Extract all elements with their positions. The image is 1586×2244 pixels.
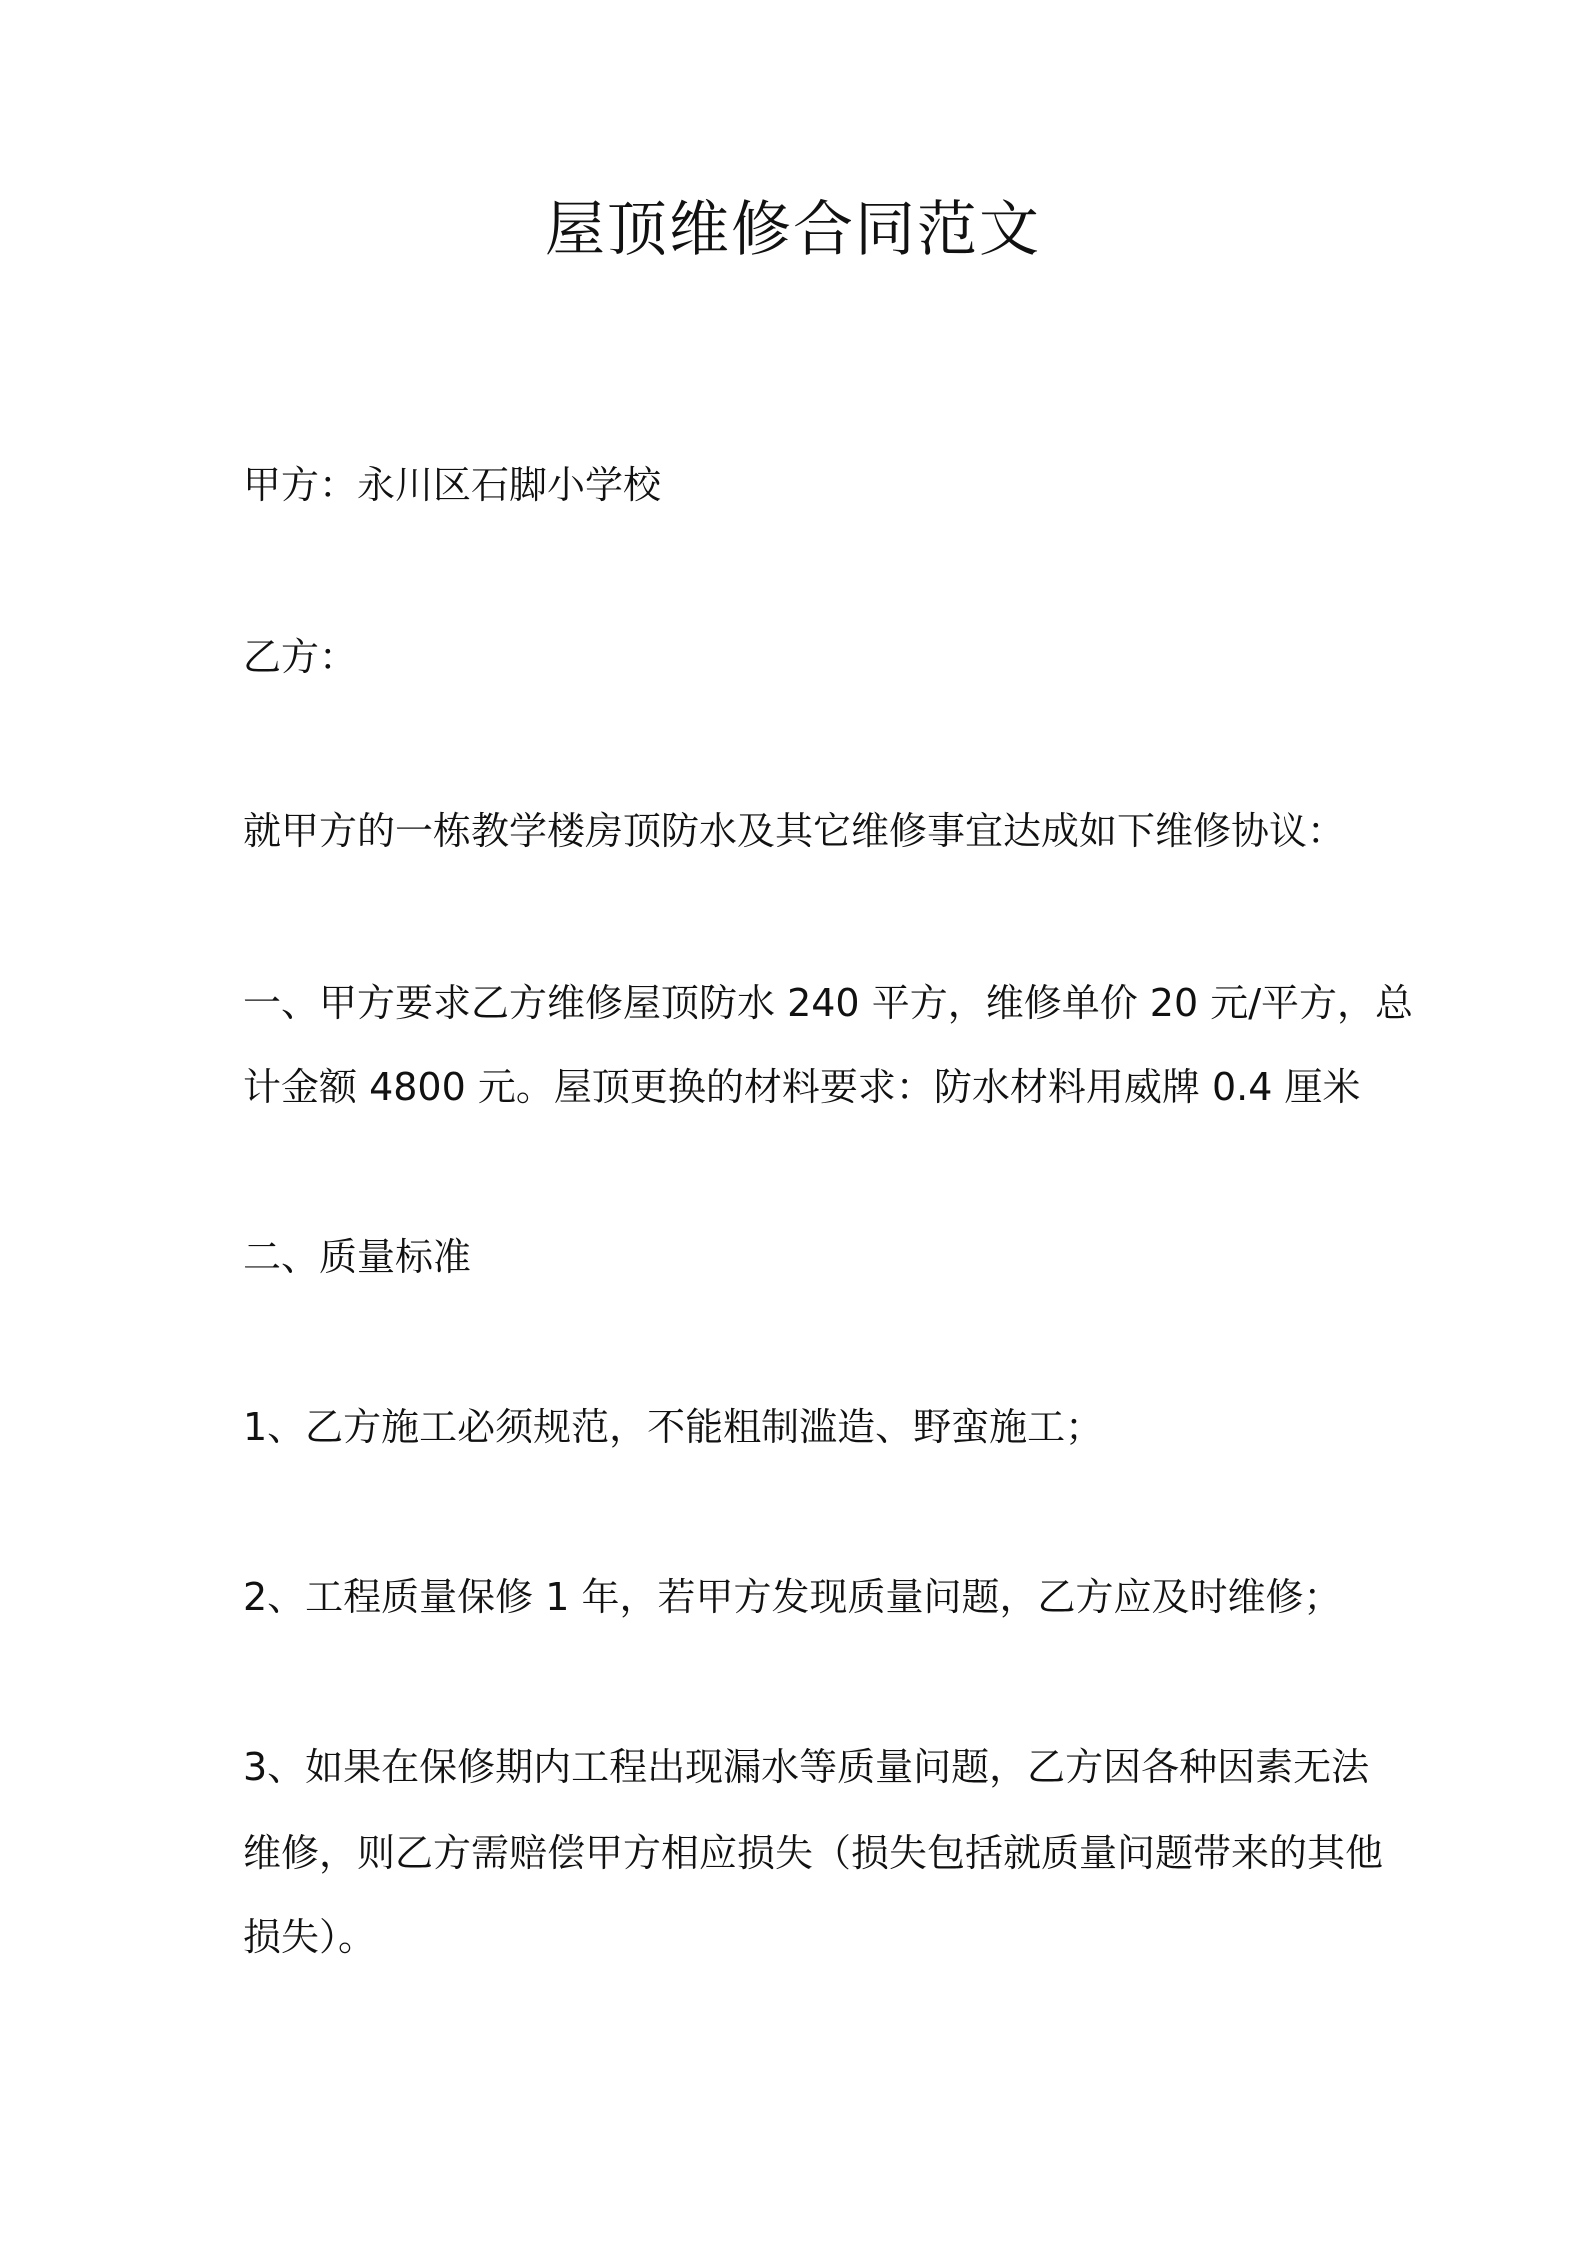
intro-paragraph: 就甲方的一栋教学楼房顶防水及其它维修事宜达成如下维修协议： — [243, 809, 1346, 853]
quality-item-1: 1、乙方施工必须规范，不能粗制滥造、野蛮施工； — [243, 1405, 1104, 1449]
party-a-line: 甲方：永川区石脚小学校 — [243, 463, 662, 507]
clause-1-line-1: 一、甲方要求乙方维修屋顶防水 240 平方，维修单价 20 元/平方，总 — [243, 981, 1414, 1025]
page-title: 屋顶维修合同范文 — [545, 195, 1041, 265]
quality-item-3-line-3: 损失）。 — [243, 1915, 377, 1959]
quality-item-3-line-2: 维修，则乙方需赔偿甲方相应损失（损失包括就质量问题带来的其他 — [243, 1831, 1384, 1875]
quality-item-3-line-1: 3、如果在保修期内工程出现漏水等质量问题，乙方因各种因素无法 — [243, 1745, 1370, 1789]
section-2-heading: 二、质量标准 — [243, 1235, 472, 1279]
party-b-line: 乙方： — [243, 635, 358, 679]
clause-1-line-2: 计金额 4800 元。屋顶更换的材料要求：防水材料用威牌 0.4 厘米 — [243, 1065, 1361, 1109]
quality-item-2: 2、工程质量保修 1 年，若甲方发现质量问题，乙方应及时维修； — [243, 1575, 1342, 1619]
